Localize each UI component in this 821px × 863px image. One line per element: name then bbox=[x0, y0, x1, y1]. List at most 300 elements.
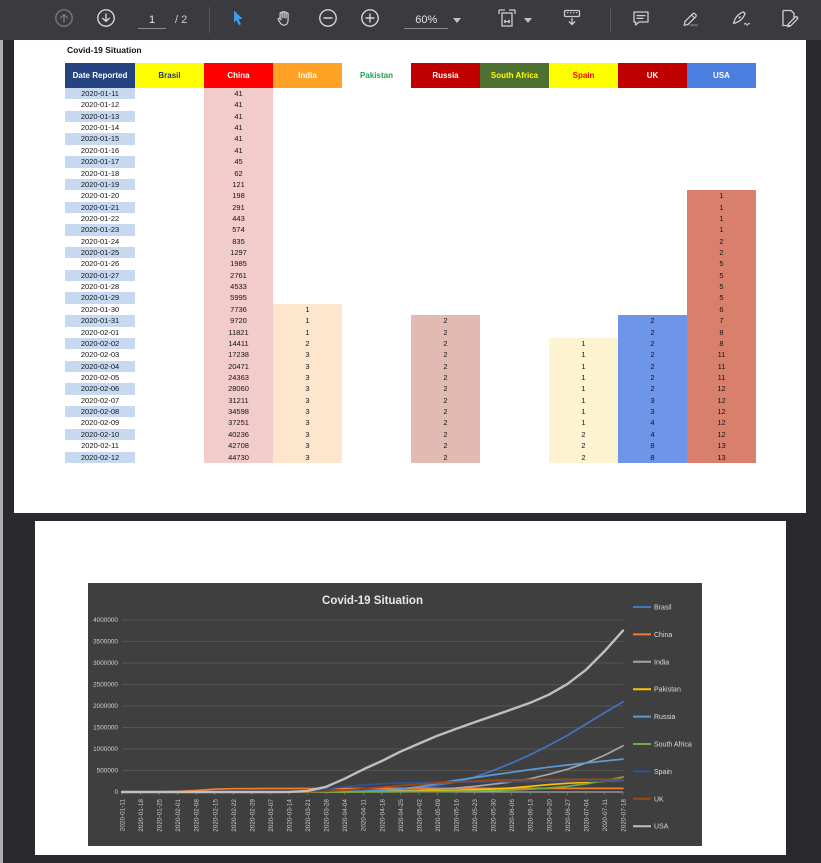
value-cell bbox=[342, 372, 411, 383]
value-cell bbox=[687, 168, 756, 179]
date-cell: 2020-02-07 bbox=[80, 395, 120, 405]
x-axis-tick-label: 2020-03-14 bbox=[286, 799, 294, 832]
value-cell bbox=[273, 145, 342, 156]
value-cell: 2 bbox=[618, 315, 687, 326]
column-header-uk: UK bbox=[618, 63, 687, 88]
value-cell bbox=[342, 304, 411, 315]
value-cell bbox=[273, 202, 342, 213]
legend-label: Russia bbox=[654, 714, 676, 722]
value-cell bbox=[411, 213, 480, 224]
toolbar-divider bbox=[610, 7, 611, 33]
value-cell: 12 bbox=[687, 417, 756, 428]
x-axis-tick-label: 2020-04-25 bbox=[397, 799, 405, 832]
value-cell bbox=[342, 145, 411, 156]
value-cell: 2 bbox=[411, 395, 480, 406]
value-cell bbox=[618, 133, 687, 144]
value-cell: 40236 bbox=[204, 429, 273, 440]
date-cell: 2020-01-11 bbox=[65, 88, 135, 99]
value-cell: 1 bbox=[549, 417, 618, 428]
value-cell: 3 bbox=[273, 383, 342, 394]
x-axis-tick-label: 2020-06-06 bbox=[509, 799, 517, 832]
value-cell bbox=[135, 361, 204, 372]
legend-item bbox=[633, 632, 672, 639]
value-cell bbox=[342, 258, 411, 269]
value-cell: 2 bbox=[411, 406, 480, 417]
value-cell bbox=[549, 281, 618, 292]
value-cell bbox=[135, 440, 204, 451]
value-cell bbox=[135, 179, 204, 190]
value-cell bbox=[618, 179, 687, 190]
zoom-in-icon bbox=[359, 7, 381, 34]
value-cell bbox=[549, 247, 618, 258]
legend-label: USA bbox=[654, 823, 669, 831]
fit-width-icon bbox=[495, 6, 519, 35]
value-cell bbox=[273, 247, 342, 258]
value-cell bbox=[135, 383, 204, 394]
value-cell: 37251 bbox=[204, 417, 273, 428]
column-header-usa: USA bbox=[687, 63, 756, 88]
value-cell: 31211 bbox=[204, 395, 273, 406]
zoom-out-icon bbox=[317, 7, 339, 34]
y-axis-tick-label: 1000000 bbox=[93, 746, 118, 754]
value-cell bbox=[549, 202, 618, 213]
hand-tool-button[interactable] bbox=[270, 6, 298, 34]
value-cell bbox=[135, 258, 204, 269]
value-cell bbox=[480, 440, 549, 451]
value-cell: 2 bbox=[411, 327, 480, 338]
value-cell: 42708 bbox=[204, 440, 273, 451]
x-axis-tick-label: 2020-03-28 bbox=[323, 799, 331, 832]
x-axis-tick-label: 2020-06-20 bbox=[546, 799, 554, 832]
value-cell: 5995 bbox=[204, 292, 273, 303]
value-cell bbox=[549, 213, 618, 224]
value-cell bbox=[342, 338, 411, 349]
zoom-out-button[interactable] bbox=[314, 6, 342, 34]
value-cell bbox=[273, 179, 342, 190]
value-cell bbox=[273, 111, 342, 122]
value-cell bbox=[342, 292, 411, 303]
value-cell bbox=[342, 202, 411, 213]
highlight-button[interactable] bbox=[677, 6, 705, 34]
value-cell bbox=[135, 247, 204, 258]
value-cell bbox=[618, 292, 687, 303]
value-cell bbox=[342, 440, 411, 451]
value-cell bbox=[549, 99, 618, 110]
value-cell bbox=[480, 213, 549, 224]
value-cell bbox=[342, 327, 411, 338]
value-cell: 3 bbox=[273, 349, 342, 360]
value-cell: 2 bbox=[411, 338, 480, 349]
date-cell: 2020-02-02 bbox=[65, 338, 135, 349]
x-axis-tick-label: 2020-07-04 bbox=[583, 799, 591, 832]
value-cell bbox=[135, 292, 204, 303]
value-cell bbox=[135, 122, 204, 133]
date-cell: 2020-01-28 bbox=[80, 282, 120, 292]
value-cell bbox=[549, 145, 618, 156]
value-cell: 20471 bbox=[204, 361, 273, 372]
date-cell: 2020-01-29 bbox=[65, 292, 135, 303]
x-axis-tick-label: 2020-04-11 bbox=[360, 799, 368, 832]
value-cell bbox=[549, 133, 618, 144]
select-tool-icon bbox=[228, 8, 248, 33]
value-cell: 4 bbox=[618, 417, 687, 428]
value-cell: 5 bbox=[687, 270, 756, 281]
value-cell: 2 bbox=[618, 383, 687, 394]
value-cell: 1 bbox=[549, 395, 618, 406]
value-cell bbox=[687, 179, 756, 190]
value-cell bbox=[480, 304, 549, 315]
legend-item bbox=[633, 769, 672, 776]
zoom-dropdown-caret bbox=[453, 18, 461, 23]
value-cell bbox=[342, 224, 411, 235]
value-cell bbox=[480, 190, 549, 201]
value-cell: 2 bbox=[411, 383, 480, 394]
previous-page-icon bbox=[53, 7, 75, 34]
value-cell bbox=[549, 190, 618, 201]
value-cell: 2 bbox=[549, 452, 618, 463]
value-cell bbox=[411, 236, 480, 247]
value-cell bbox=[273, 213, 342, 224]
value-cell bbox=[687, 111, 756, 122]
value-cell bbox=[618, 258, 687, 269]
value-cell: 7736 bbox=[204, 304, 273, 315]
value-cell: 41 bbox=[204, 133, 273, 144]
value-cell bbox=[342, 383, 411, 394]
value-cell bbox=[273, 156, 342, 167]
x-axis-tick-label: 2020-04-04 bbox=[342, 799, 350, 832]
value-cell bbox=[618, 202, 687, 213]
value-cell: 121 bbox=[204, 179, 273, 190]
legend-label: Brasil bbox=[654, 604, 672, 612]
value-cell: 2 bbox=[411, 361, 480, 372]
value-cell: 11 bbox=[687, 372, 756, 383]
value-cell bbox=[480, 99, 549, 110]
value-cell: 11 bbox=[687, 361, 756, 372]
hand-tool-icon bbox=[274, 8, 294, 33]
value-cell bbox=[135, 304, 204, 315]
value-cell: 198 bbox=[204, 190, 273, 201]
legend-item bbox=[633, 687, 681, 694]
value-cell bbox=[549, 327, 618, 338]
y-axis-tick-label: 3500000 bbox=[93, 638, 118, 646]
value-cell: 5 bbox=[687, 292, 756, 303]
value-cell bbox=[135, 88, 204, 99]
value-cell bbox=[135, 406, 204, 417]
x-axis-tick-label: 2020-01-11 bbox=[119, 799, 127, 832]
page-count-label: / 2 bbox=[175, 14, 188, 26]
value-cell: 5 bbox=[687, 258, 756, 269]
comment-button[interactable] bbox=[627, 6, 655, 34]
value-cell: 34598 bbox=[204, 406, 273, 417]
value-cell bbox=[411, 247, 480, 258]
value-cell bbox=[480, 383, 549, 394]
value-cell: 1 bbox=[549, 383, 618, 394]
zoom-level-value: 60% bbox=[404, 12, 448, 29]
value-cell bbox=[480, 327, 549, 338]
value-cell bbox=[342, 111, 411, 122]
value-cell bbox=[618, 190, 687, 201]
x-axis-tick-label: 2020-02-22 bbox=[230, 799, 238, 832]
value-cell bbox=[411, 88, 480, 99]
chart-title: Covid-19 Situation bbox=[322, 595, 423, 607]
x-axis-tick-label: 2020-06-27 bbox=[564, 799, 572, 832]
column-header-south-africa: South Africa bbox=[480, 63, 549, 88]
value-cell: 1 bbox=[549, 349, 618, 360]
value-cell: 41 bbox=[204, 111, 273, 122]
value-cell: 2 bbox=[549, 440, 618, 451]
value-cell bbox=[549, 270, 618, 281]
value-cell bbox=[549, 111, 618, 122]
value-cell: 2 bbox=[273, 338, 342, 349]
page-number-input[interactable] bbox=[138, 12, 166, 29]
value-cell: 5 bbox=[687, 281, 756, 292]
value-cell bbox=[480, 202, 549, 213]
value-cell bbox=[549, 236, 618, 247]
value-cell bbox=[687, 145, 756, 156]
pdf-page-1 bbox=[14, 40, 806, 513]
signature-button[interactable] bbox=[727, 6, 755, 34]
value-cell bbox=[618, 168, 687, 179]
value-cell: 12 bbox=[687, 429, 756, 440]
date-cell: 2020-01-30 bbox=[80, 304, 120, 314]
pdf-page-2 bbox=[35, 521, 786, 855]
value-cell: 1297 bbox=[204, 247, 273, 258]
value-cell bbox=[480, 406, 549, 417]
value-cell bbox=[135, 213, 204, 224]
date-cell: 2020-02-06 bbox=[65, 383, 135, 394]
value-cell bbox=[342, 122, 411, 133]
date-cell: 2020-01-25 bbox=[65, 247, 135, 258]
value-cell: 443 bbox=[204, 213, 273, 224]
value-cell: 14411 bbox=[204, 338, 273, 349]
value-cell bbox=[135, 168, 204, 179]
value-cell bbox=[411, 304, 480, 315]
date-cell: 2020-02-03 bbox=[80, 350, 120, 360]
value-cell bbox=[342, 168, 411, 179]
column-header-pakistan: Pakistan bbox=[360, 71, 393, 80]
comment-icon bbox=[630, 7, 652, 34]
value-cell: 3 bbox=[273, 429, 342, 440]
value-cell bbox=[342, 213, 411, 224]
date-cell: 2020-02-10 bbox=[65, 429, 135, 440]
value-cell bbox=[411, 168, 480, 179]
value-cell bbox=[411, 292, 480, 303]
column-header-brasil: Brasil bbox=[135, 63, 204, 88]
value-cell bbox=[687, 99, 756, 110]
covid-table bbox=[65, 63, 756, 463]
value-cell: 13 bbox=[687, 452, 756, 463]
value-cell bbox=[273, 99, 342, 110]
value-cell: 3 bbox=[618, 395, 687, 406]
zoom-level-dropdown[interactable] bbox=[404, 12, 461, 29]
legend-label: China bbox=[654, 631, 673, 639]
value-cell: 2 bbox=[411, 349, 480, 360]
select-tool-button[interactable] bbox=[224, 6, 252, 34]
value-cell bbox=[618, 145, 687, 156]
value-cell: 41 bbox=[204, 122, 273, 133]
value-cell bbox=[135, 145, 204, 156]
value-cell: 291 bbox=[204, 202, 273, 213]
column-header-india: India bbox=[273, 63, 342, 88]
y-axis-tick-label: 2000000 bbox=[93, 703, 118, 711]
value-cell bbox=[480, 281, 549, 292]
date-cell: 2020-02-11 bbox=[81, 441, 119, 451]
value-cell bbox=[618, 224, 687, 235]
scroll-mode-button[interactable] bbox=[558, 6, 586, 34]
value-cell: 7 bbox=[687, 315, 756, 326]
value-cell: 41 bbox=[204, 145, 273, 156]
value-cell bbox=[411, 133, 480, 144]
column-header-spain: Spain bbox=[549, 63, 618, 88]
value-cell bbox=[480, 349, 549, 360]
value-cell: 3 bbox=[273, 372, 342, 383]
date-cell: 2020-02-09 bbox=[80, 418, 120, 428]
value-cell bbox=[342, 88, 411, 99]
value-cell bbox=[687, 122, 756, 133]
previous-page-button[interactable] bbox=[50, 6, 78, 34]
date-cell: 2020-01-21 bbox=[65, 202, 135, 213]
value-cell bbox=[480, 133, 549, 144]
value-cell: 1 bbox=[549, 361, 618, 372]
date-cell: 2020-01-22 bbox=[80, 213, 120, 223]
value-cell bbox=[549, 292, 618, 303]
date-cell: 2020-01-14 bbox=[80, 123, 120, 133]
date-cell: 2020-01-27 bbox=[65, 270, 135, 281]
fit-width-dropdown[interactable] bbox=[495, 6, 532, 35]
value-cell bbox=[480, 270, 549, 281]
value-cell bbox=[549, 315, 618, 326]
value-cell: 4533 bbox=[204, 281, 273, 292]
value-cell bbox=[480, 168, 549, 179]
value-cell: 1 bbox=[549, 338, 618, 349]
value-cell bbox=[549, 156, 618, 167]
value-cell bbox=[549, 122, 618, 133]
value-cell bbox=[618, 122, 687, 133]
value-cell bbox=[342, 190, 411, 201]
value-cell bbox=[549, 304, 618, 315]
value-cell bbox=[480, 247, 549, 258]
column-header-russia: Russia bbox=[411, 63, 480, 88]
value-cell bbox=[135, 417, 204, 428]
value-cell: 2761 bbox=[204, 270, 273, 281]
legend-item bbox=[633, 742, 692, 749]
value-cell: 1 bbox=[687, 202, 756, 213]
value-cell bbox=[411, 179, 480, 190]
fit-dropdown-caret bbox=[524, 18, 532, 23]
value-cell bbox=[480, 292, 549, 303]
legend-item bbox=[633, 605, 672, 612]
value-cell: 2 bbox=[618, 338, 687, 349]
value-cell bbox=[135, 133, 204, 144]
value-cell: 2 bbox=[411, 372, 480, 383]
value-cell bbox=[618, 270, 687, 281]
value-cell: 3 bbox=[618, 406, 687, 417]
x-axis-tick-label: 2020-01-18 bbox=[138, 799, 146, 832]
value-cell bbox=[480, 452, 549, 463]
y-axis-tick-label: 4000000 bbox=[93, 617, 118, 625]
value-cell bbox=[411, 122, 480, 133]
value-cell bbox=[480, 88, 549, 99]
next-page-button[interactable] bbox=[92, 6, 120, 34]
value-cell: 1 bbox=[687, 190, 756, 201]
scroll-mode-icon bbox=[560, 6, 584, 35]
highlight-icon bbox=[680, 7, 702, 34]
value-cell bbox=[135, 452, 204, 463]
value-cell: 12 bbox=[687, 395, 756, 406]
value-cell bbox=[480, 156, 549, 167]
value-cell bbox=[411, 281, 480, 292]
value-cell bbox=[618, 88, 687, 99]
value-cell bbox=[411, 111, 480, 122]
value-cell: 3 bbox=[273, 440, 342, 451]
value-cell bbox=[480, 145, 549, 156]
value-cell bbox=[135, 202, 204, 213]
value-cell bbox=[135, 338, 204, 349]
x-axis-tick-label: 2020-06-13 bbox=[527, 799, 535, 832]
value-cell bbox=[273, 168, 342, 179]
value-cell bbox=[411, 156, 480, 167]
date-cell: 2020-02-04 bbox=[65, 361, 135, 372]
zoom-in-button[interactable] bbox=[356, 6, 384, 34]
window-edge bbox=[0, 40, 3, 863]
value-cell bbox=[135, 395, 204, 406]
value-cell bbox=[342, 429, 411, 440]
value-cell: 13 bbox=[687, 440, 756, 451]
date-cell: 2020-01-16 bbox=[80, 145, 120, 155]
fill-sign-button[interactable] bbox=[775, 6, 803, 34]
date-cell: 2020-02-08 bbox=[65, 406, 135, 417]
chart-panel bbox=[88, 583, 702, 846]
value-cell bbox=[549, 168, 618, 179]
value-cell: 1 bbox=[687, 213, 756, 224]
legend-label: Spain bbox=[654, 768, 672, 776]
value-cell bbox=[342, 247, 411, 258]
column-header-date-reported: Date Reported bbox=[65, 63, 135, 88]
value-cell bbox=[135, 349, 204, 360]
value-cell bbox=[480, 361, 549, 372]
value-cell bbox=[135, 429, 204, 440]
value-cell: 2 bbox=[411, 315, 480, 326]
value-cell bbox=[342, 315, 411, 326]
legend-item bbox=[633, 796, 664, 803]
value-cell bbox=[411, 270, 480, 281]
value-cell: 2 bbox=[411, 452, 480, 463]
value-cell: 1985 bbox=[204, 258, 273, 269]
value-cell: 41 bbox=[204, 99, 273, 110]
value-cell: 2 bbox=[411, 440, 480, 451]
x-axis-tick-label: 2020-07-18 bbox=[620, 799, 628, 832]
value-cell: 574 bbox=[204, 224, 273, 235]
legend-label: Pakistan bbox=[654, 686, 681, 694]
value-cell bbox=[273, 258, 342, 269]
value-cell: 24363 bbox=[204, 372, 273, 383]
y-axis-tick-label: 1500000 bbox=[93, 724, 118, 732]
value-cell: 2 bbox=[411, 417, 480, 428]
value-cell bbox=[342, 270, 411, 281]
value-cell bbox=[618, 156, 687, 167]
date-cell: 2020-02-01 bbox=[80, 327, 120, 337]
legend-item bbox=[633, 824, 669, 831]
value-cell bbox=[135, 190, 204, 201]
value-cell bbox=[480, 258, 549, 269]
value-cell bbox=[342, 179, 411, 190]
value-cell: 8 bbox=[618, 440, 687, 451]
value-cell bbox=[480, 417, 549, 428]
x-axis-tick-label: 2020-02-15 bbox=[212, 799, 220, 832]
legend-item bbox=[633, 714, 676, 721]
value-cell: 3 bbox=[273, 395, 342, 406]
value-cell bbox=[480, 429, 549, 440]
